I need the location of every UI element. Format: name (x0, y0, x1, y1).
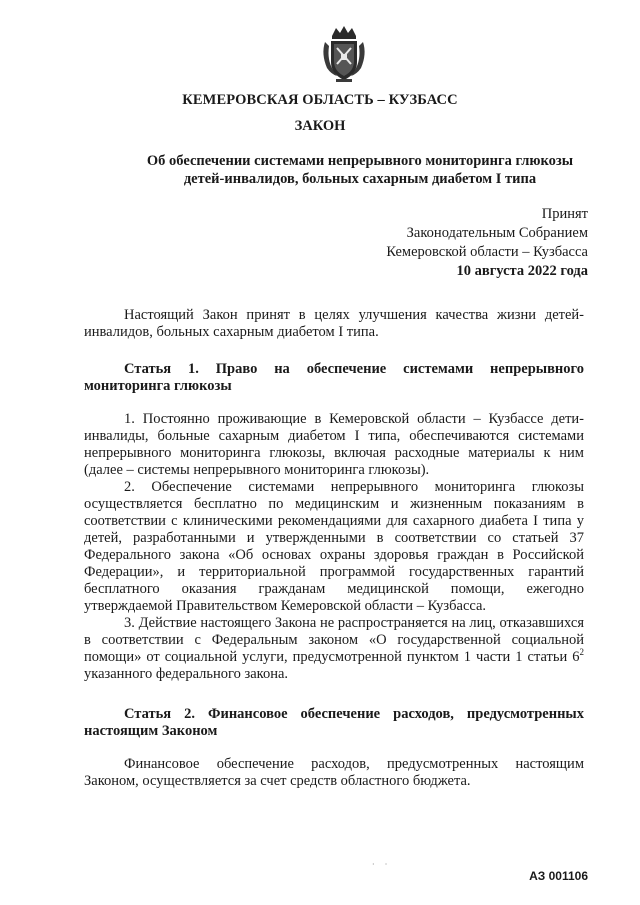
adoption-date: 10 августа 2022 года (456, 263, 588, 279)
adoption-line-1: Принят (541, 206, 588, 222)
article-1-body (84, 411, 584, 683)
adoption-block (386, 205, 588, 281)
adoption-line-3: Кемеровской области – Кузбасса (386, 244, 588, 260)
preamble: Настоящий Закон принят в целях улучшения качества жизни детей-инвалидов, больных сахарным диабетом I типа. (84, 307, 584, 340)
coat-of-arms-icon (319, 24, 369, 84)
article-1-paragraph-2: 2. Обеспечение системами непрерывного мониторинга глюкозы осуществляется бесплатно по медицинским и жизненным показаниям в соответствии с клиническими рекомендациями для сахарного диабета I типа у детей, разработанными и утвержденными в соответствии со статьей 37 Федерального закона «Об основах охраны здоровья граждан в Российской Федерации», и территориальной программой государственных гарантий бесплатного оказания гражданам медицинской помощи, ежегодно утверждаемой Правительством Кемеровской области – Кузбасса. (84, 479, 584, 614)
article-1-paragraph-3-superscript: 2 (579, 647, 584, 658)
region-name: КЕМЕРОВСКАЯ ОБЛАСТЬ – КУЗБАСС (182, 92, 458, 108)
article-2-paragraph-1: Финансовое обеспечение расходов, предусмотренных настоящим Законом, осуществляется за счет средств областного бюджета. (84, 756, 584, 789)
article-1-paragraph-3-text: 3. Действие настоящего Закона не распространяется на лиц, отказавшихся в соответствии с Федеральным законом «О государственной социальной помощи» от социальной услуги, предусмотренной пунктом 1 части 1 статьи 6 (84, 615, 584, 665)
article-1-paragraph-3-tail: указанного федерального закона. (84, 666, 289, 682)
law-title-line-2: детей-инвалидов, больных сахарным диабетом I типа (183, 171, 537, 187)
article-1-paragraph-1: 1. Постоянно проживающие в Кемеровской области – Кузбассе дети-инвалиды, больные сахарным диабетом I типа, обеспечиваются системами непрерывного мониторинга глюкозы, включая расходные материалы к ним (далее – системы непрерывного мониторинга глюкозы). (84, 411, 584, 478)
preamble-block (84, 307, 584, 341)
law-title (80, 152, 640, 188)
law-title-line-1: Об обеспечении системами непрерывного мониторинга глюкозы (146, 153, 574, 169)
article-1-paragraph-3 (84, 615, 584, 683)
document-type: ЗАКОН (294, 118, 346, 134)
article-1-heading: Статья 1. Право на обеспечение системами непрерывного мониторинга глюкозы (84, 361, 584, 394)
scan-dots: · · (372, 860, 388, 869)
form-code: АЗ 001106 (529, 869, 588, 883)
adoption-line-2: Законодательным Собранием (406, 225, 588, 241)
article-2-body (84, 756, 584, 790)
article-2-heading: Статья 2. Финансовое обеспечение расходов, предусмотренных настоящим Законом (84, 706, 584, 739)
article-2 (84, 706, 584, 740)
article-1 (84, 361, 584, 395)
